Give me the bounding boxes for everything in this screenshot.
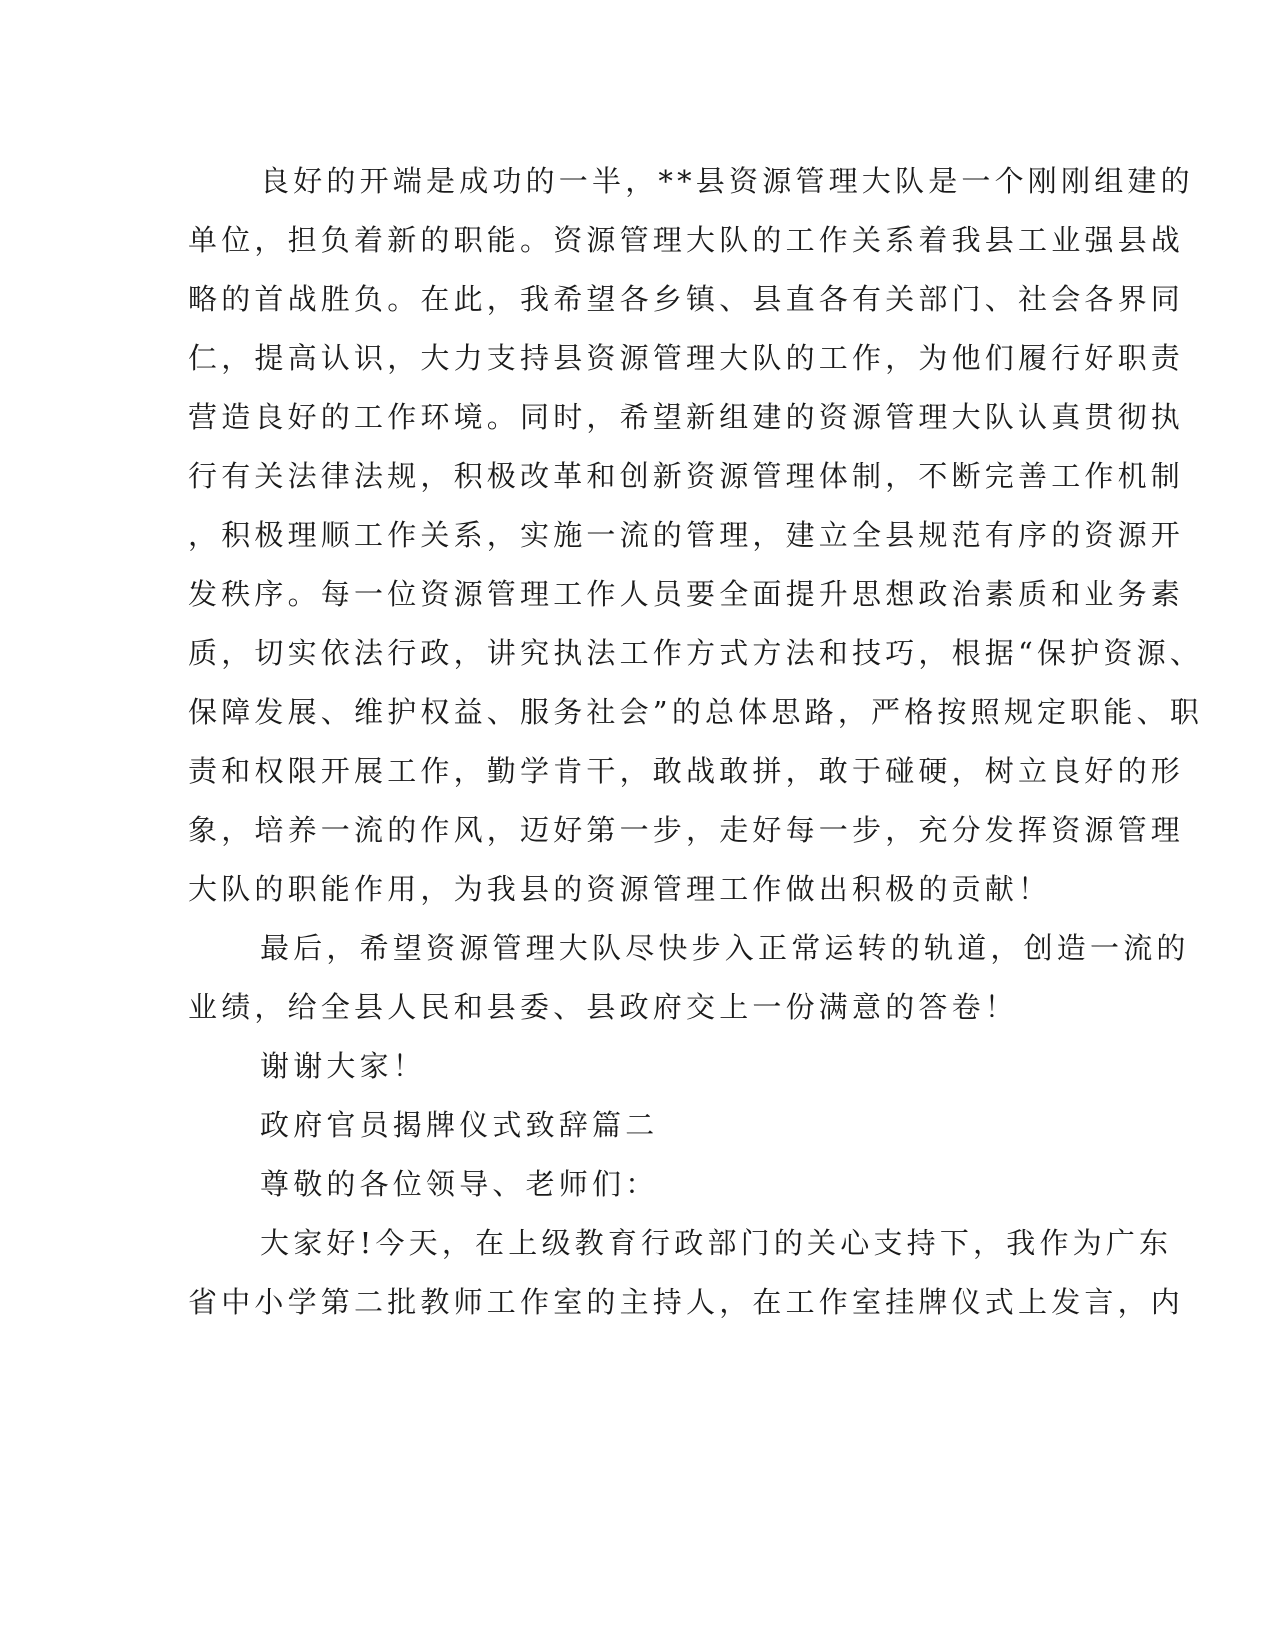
text-line: 业绩，给全县人民和县委、县政府交上一份满意的答卷！ <box>188 990 1019 1024</box>
text-line: 最后，希望资源管理大队尽快步入正常运转的轨道，创造一流的 <box>260 931 1190 965</box>
text-line: 省中小学第二批教师工作室的主持人，在工作室挂牌仪式上发言，内 <box>188 1285 1185 1319</box>
closing-line: 谢谢大家！ <box>260 1049 427 1083</box>
text-line: 仁，提高认识，大力支持县资源管理大队的工作，为他们履行好职责 <box>188 341 1185 375</box>
text-line: 大队的职能作用，为我县的资源管理工作做出积极的贡献！ <box>188 872 1052 906</box>
text-line: 发秩序。每一位资源管理工作人员要全面提升思想政治素质和业务素 <box>188 577 1185 611</box>
text-line: 保障发展、维护权益、服务社会”的总体思路，严格按照规定职能、职 <box>188 695 1204 729</box>
salutation: 尊敬的各位领导、老师们： <box>260 1167 659 1201</box>
text-line: ，积极理顺工作关系，实施一流的管理，建立全县规范有序的资源开 <box>188 518 1185 552</box>
text-line: 象，培养一流的作风，迈好第一步，走好每一步，充分发挥资源管理 <box>188 813 1185 847</box>
text-line: 大家好!今天，在上级教育行政部门的关心支持下，我作为广东 <box>260 1226 1173 1260</box>
text-line: 单位，担负着新的职能。资源管理大队的工作关系着我县工业强县战 <box>188 223 1185 257</box>
text-line: 责和权限开展工作，勤学肯干，敢战敢拼，敢于碰硬，树立良好的形 <box>188 754 1185 788</box>
text-line: 略的首战胜负。在此，我希望各乡镇、县直各有关部门、社会各界同 <box>188 282 1185 316</box>
text-line: 质，切实依法行政，讲究执法工作方式方法和技巧，根据“保护资源、 <box>188 636 1204 670</box>
section-heading: 政府官员揭牌仪式致辞篇二 <box>260 1108 659 1142</box>
text-line: 行有关法律法规，积极改革和创新资源管理体制，不断完善工作机制 <box>188 459 1185 493</box>
text-line: 营造良好的工作环境。同时，希望新组建的资源管理大队认真贯彻执 <box>188 400 1185 434</box>
text-line: 良好的开端是成功的一半，**县资源管理大队是一个刚刚组建的 <box>260 164 1194 198</box>
